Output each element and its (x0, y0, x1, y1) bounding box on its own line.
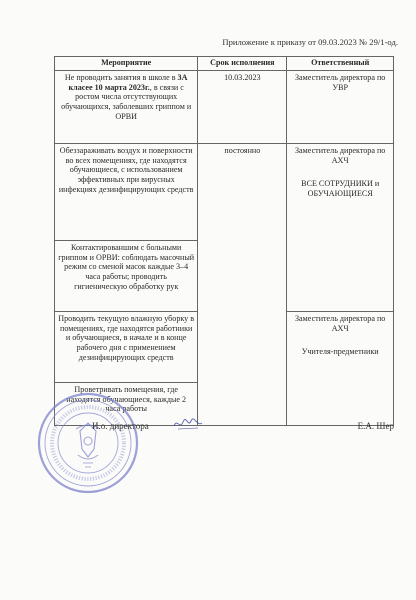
row2-responsible-1: Заместитель директора по АХЧ (295, 146, 386, 165)
signature-name: Е.А. Шер (357, 421, 394, 431)
header-responsible: Ответственный (287, 57, 394, 71)
row1-activity (55, 71, 198, 144)
row4-responsible-1: Заместитель директора по АХЧ (295, 314, 386, 333)
row4-activity: Проводить текущую влажную уборку в помещениях, где находятся работники и обучающиеся, в начале и в конце рабочего дня с применением дезинфицирующих средств (55, 312, 198, 383)
table-row (55, 144, 394, 241)
row1-responsible: Заместитель директора по УВР (287, 71, 394, 144)
header-activity: Мероприятие (55, 57, 198, 71)
row5-activity: Проветривать помещения, где находятся обучающиеся, каждые 2 часа работы (55, 383, 198, 426)
row4-responsible-2: Учителя-предметники (301, 347, 379, 357)
row2-responsible-2: ВСЕ СОТРУДНИКИ и ОБУЧАЮЩИЕСЯ (301, 179, 380, 199)
shared-term: постоянно (198, 144, 287, 426)
row2-responsible (287, 144, 394, 312)
measures-table (54, 56, 394, 426)
director-signature (172, 416, 204, 432)
appendix-note: Приложение к приказу от 09.03.2023 № 29/1-од. (222, 37, 398, 47)
row2-activity: Обеззараживать воздух и поверхности во всех помещениях, где находятся обучающиеся, с использованием эффективных при вирусных инфекциях дезинфицирующих средств (55, 144, 198, 241)
school-seal-stamp (36, 391, 140, 495)
row1-activity-pre: Не проводить занятия в школе в (64, 73, 178, 82)
signature-title: И.о. директора (92, 421, 149, 431)
row4-responsible (287, 312, 394, 426)
row1-term: 10.03.2023 (198, 71, 287, 144)
header-term: Срок исполнения (198, 57, 287, 71)
table-header-row (55, 57, 394, 71)
row1-activity-post: , в связи с ростом числа отсутствующих обучающихся, заболевших гриппом и ОРВИ (61, 82, 192, 121)
row1-activity-bold: 3А класее 10 марта 2023г. (68, 73, 188, 92)
table-row (55, 71, 394, 144)
row3-activity: Контактированшим с больными гриппом и ОРВИ: соблюдать масочный режим со сменой масок каждые 3–4 часа работы; проводить гигиеническую обработку рук (55, 241, 198, 312)
